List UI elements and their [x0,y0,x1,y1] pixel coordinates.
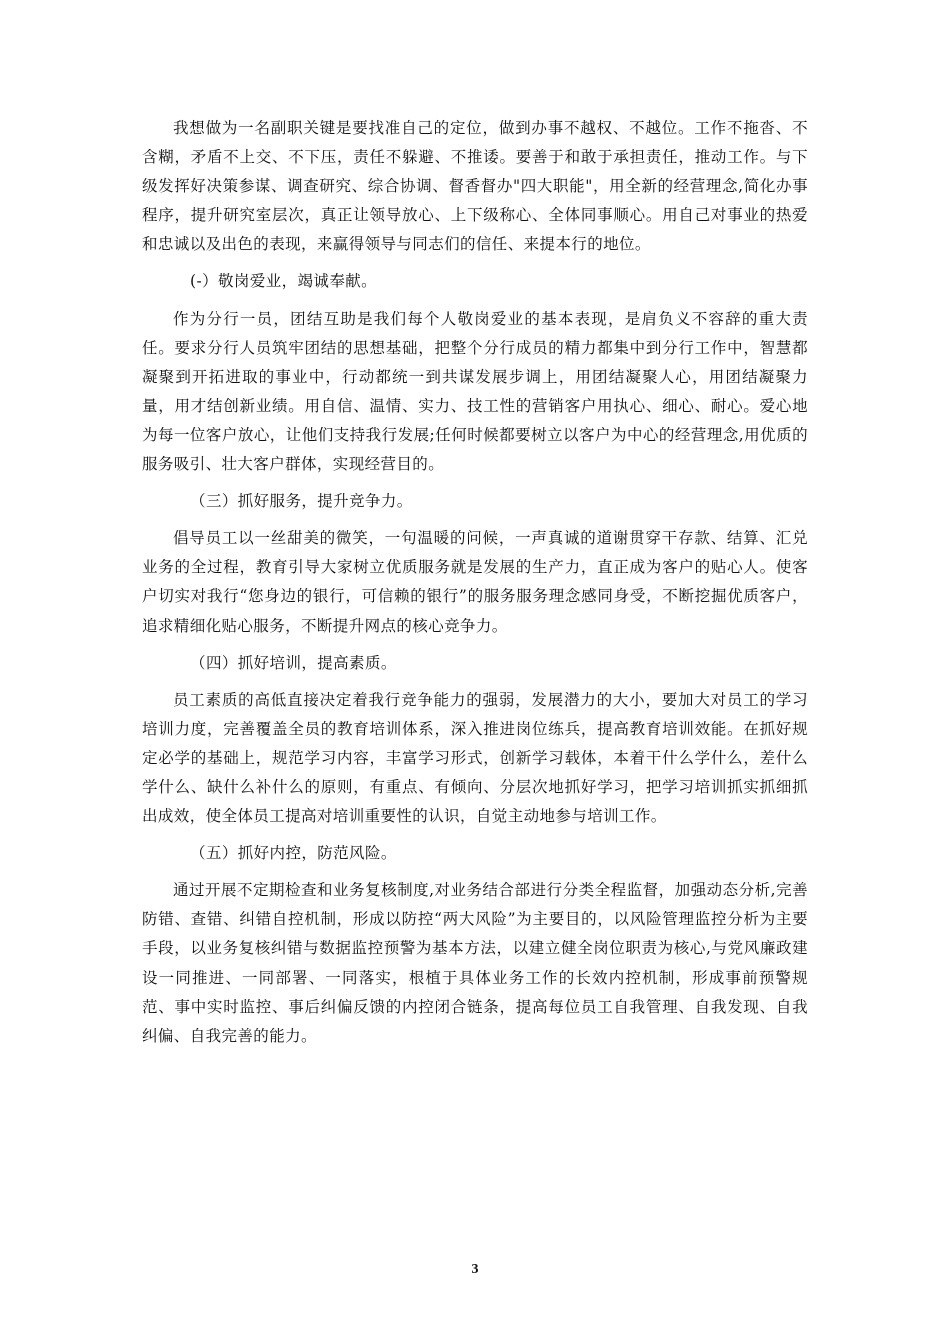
paragraph-intro: 我想做为一名副职关键是要找准自己的定位，做到办事不越权、不越位。工作不拖沓、不含糊，矛盾不上交、不下压，责任不躲避、不推诿。要善于和敢于承担责任，推动工作。与下级发挥好决策参谋、调查研究、综合协调、督香督办"四大职能"，用全新的经营理念,简化办事程序，提升研究室层次，真正让领导放心、上下级称心、全体同事顺心。用自己对事业的热爱和忠诚以及出色的表现，来赢得领导与同志们的信任、来提本行的地位。 [142,119,808,254]
paragraph-section-1: 作为分行一员，团结互助是我们每个人敬岗爱业的基本表现，是肩负义不容辞的重大责任。要求分行人员筑牢团结的思想基础，把整个分行成员的精力都集中到分行工作中，智慧都凝聚到开拓进取的事业中，行动都统一到共谋发展步调上，用团结凝聚人心，用团结凝聚力量，用才结创新业绩。用自信、温情、实力、技工性的营销客户用执心、细心、耐心。爱心地为每一位客户放心，让他们支持我行发展;任何时候都要树立以客户为中心的经营理念,用优质的服务吸引、壮大客户群体，实现经营目的。 [142,309,808,474]
spacer [142,641,808,649]
page-number: 3 [471,1262,479,1277]
section-heading-1: (-）敬岗爱业，竭诚奉献。 [190,272,378,291]
document-body [142,114,808,1051]
paragraph-section-5: 通过开展不定期检查和业务复核制度,对业务结合部进行分类全程监督，加强动态分析,完善防错、查错、纠错自控机制，形成以防控“两大风险”为主要目的，以风险管理监控分析为主要手段，以业务复核纠错与数据监控预警为基本方法，以建立健全岗位职责为核心,与党风廉政建设一同推进、一同部署、一同落实，根植于具体业务工作的长效内控机制，形成事前预警规范、事中实时监控、事后纠偏反馈的内控闭合链条，提高每位员工自我管理、自我发现、自我纠偏、自我完善的能力。 [142,881,808,1045]
paragraph-section-3: 倡导员工以一丝甜美的微笑，一句温暖的问候，一声真诚的道谢贯穿干存款、结算、汇兑业务的全过程，教育引导大家树立优质服务就是发展的生产力，直正成为客户的贴心人。使客户切实对我行“您身边的银行，可信赖的银行”的服务服务理念感同身受，不断挖掘优质客户，追求精细化贴心服务，不断提升网点的核心竞争力。 [142,529,808,635]
section-heading-3: （三）抓好服务，提升竞争力。 [190,492,413,511]
paragraph-section-4: 员工素质的高低直接决定着我行竞争能力的强弱，发展潜力的大小，要加大对员工的学习培训力度，完善覆盖全员的教育培训体系，深入推进岗位练兵，提高教育培训效能。在抓好规定必学的基础上，规范学习内容，丰富学习形式，创新学习载体，本着干什么学什么，差什么学什么、缺什么补什么的原则，有重点、有倾向、分层次地抓好学习，把学习培训抓实抓细抓出成效，使全体员工提高对培训重要性的认识，自觉主动地参与培训工作。 [142,690,808,826]
spacer [142,259,808,267]
spacer [142,831,808,839]
section-heading-5: （五）抓好内控，防范风险。 [190,844,397,863]
spacer [142,479,808,487]
section-heading-4: （四）抓好培训，提高素质。 [190,653,397,672]
